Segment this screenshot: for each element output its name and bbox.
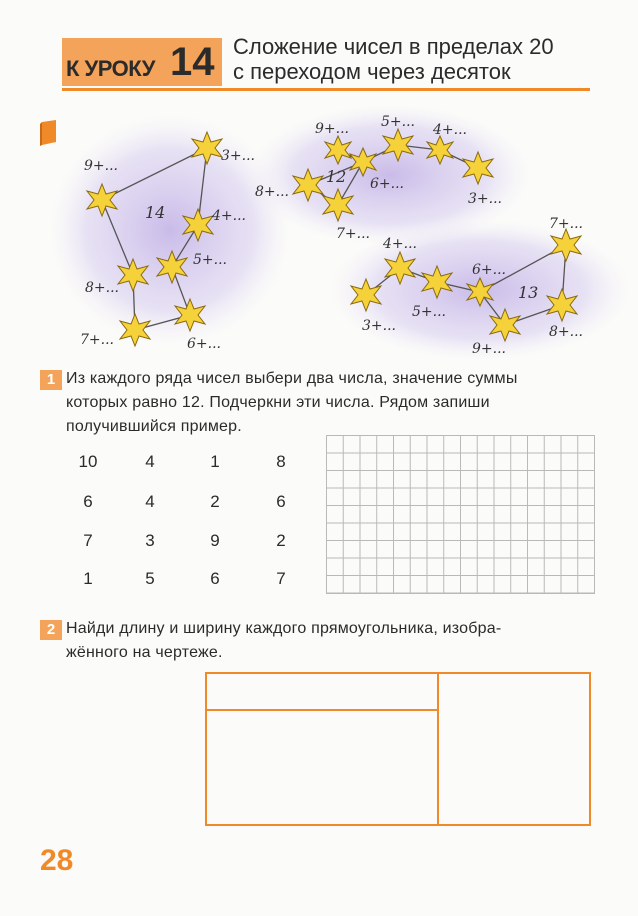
task1-text-line-1: Из каждого ряда чисел выбери два числа, значение суммы xyxy=(66,370,518,387)
number-cell[interactable]: 1 xyxy=(83,569,93,588)
page-title-line-1: Сложение чисел в пределах 20 xyxy=(233,34,554,59)
number-cell[interactable]: 6 xyxy=(276,492,286,511)
star-label: 3+... xyxy=(362,318,396,334)
page-number: 28 xyxy=(40,844,74,877)
number-cell[interactable]: 2 xyxy=(210,492,220,511)
number-cell[interactable]: 2 xyxy=(276,531,286,550)
number-cell[interactable]: 6 xyxy=(83,492,93,511)
lesson-label: К УРОКУ xyxy=(66,56,155,81)
number-cell[interactable]: 7 xyxy=(276,569,286,588)
task2-text-line-1: Найди длину и ширину каждого прямоугольника, изобра- xyxy=(66,620,502,637)
rectangles-drawing xyxy=(205,672,591,826)
star-label: 8+... xyxy=(549,324,583,340)
task-number-badge: 2 xyxy=(40,620,62,640)
star-label: 8+... xyxy=(85,280,119,296)
constellation-center: 14 xyxy=(145,203,166,222)
task2-text-line-2: жённого на чертеже. xyxy=(66,644,223,661)
answer-grid[interactable] xyxy=(326,435,595,594)
star-label: 8+... xyxy=(255,184,289,200)
number-cell[interactable]: 8 xyxy=(276,452,286,471)
number-cell[interactable]: 5 xyxy=(145,569,155,588)
number-cell[interactable]: 1 xyxy=(210,452,220,471)
page-title-line-2: с переходом через десяток xyxy=(233,59,511,84)
star-label: 3+... xyxy=(221,148,255,164)
number-cell[interactable]: 6 xyxy=(210,569,220,588)
number-cell[interactable]: 9 xyxy=(210,531,220,550)
constellation-center: 13 xyxy=(518,283,539,302)
task1-text-line-2: которых равно 12. Подчеркни эти числа. Рядом запиши xyxy=(66,394,490,411)
star-constellations xyxy=(0,90,638,370)
number-cell[interactable]: 4 xyxy=(145,452,155,471)
star-label: 9+... xyxy=(315,121,349,137)
star-label: 7+... xyxy=(549,216,583,232)
star-label: 6+... xyxy=(472,262,506,278)
star-label: 5+... xyxy=(412,304,446,320)
task-number-badge: 1 xyxy=(40,370,62,390)
star-label: 4+... xyxy=(433,122,467,138)
star-label: 5+... xyxy=(381,114,415,130)
number-cell[interactable]: 7 xyxy=(83,531,93,550)
number-cell[interactable]: 10 xyxy=(78,452,98,471)
lesson-number: 14 xyxy=(170,40,215,84)
star-label: 4+... xyxy=(212,208,246,224)
number-cell[interactable]: 4 xyxy=(145,492,155,511)
star-label: 6+... xyxy=(370,176,404,192)
constellation-center: 12 xyxy=(326,167,347,186)
star-label: 5+... xyxy=(193,252,227,268)
rectangle-divider-vertical xyxy=(437,672,439,826)
number-cell[interactable]: 3 xyxy=(145,531,155,550)
star-label: 9+... xyxy=(472,341,506,357)
task1-text-line-3: получившийся пример. xyxy=(66,418,242,435)
star-label: 7+... xyxy=(80,332,114,348)
star-label: 4+... xyxy=(383,236,417,252)
star-label: 3+... xyxy=(468,191,502,207)
star-label: 9+... xyxy=(84,158,118,174)
star-label: 7+... xyxy=(336,226,370,242)
star-label: 6+... xyxy=(187,336,221,352)
rectangle-divider-horizontal xyxy=(205,709,437,711)
